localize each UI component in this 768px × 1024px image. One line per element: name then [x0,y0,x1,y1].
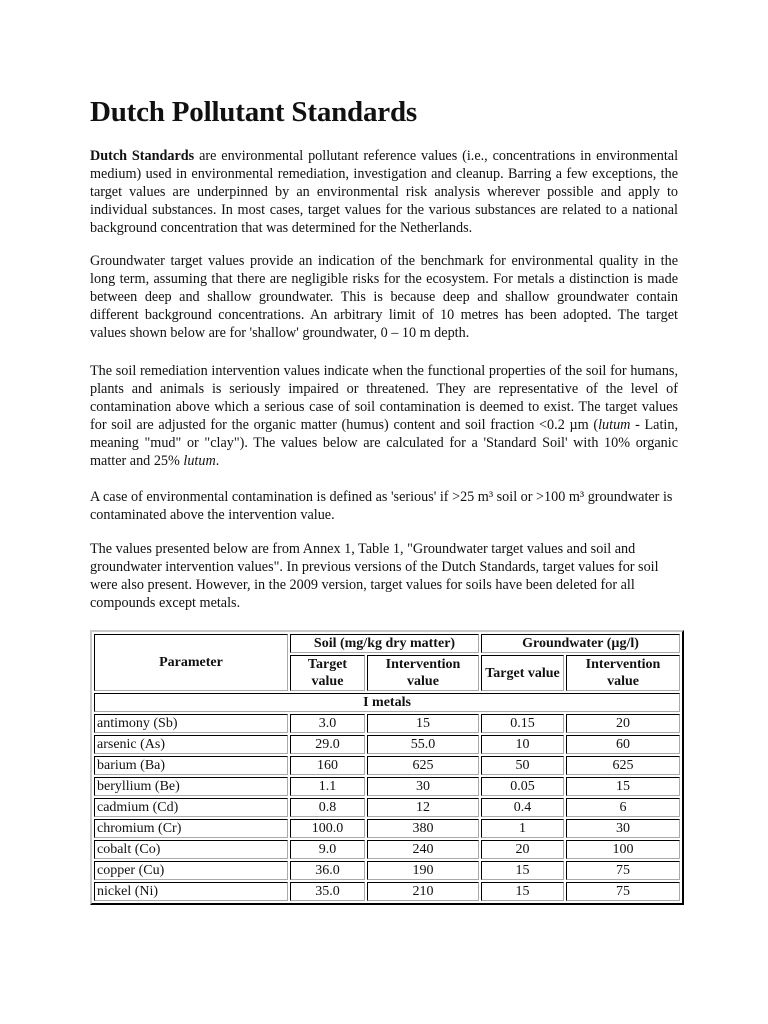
standards-table [90,630,684,905]
annex-paragraph: The values presented below are from Annex 1, Table 1, "Groundwater target values and soil and groundwater intervention values". In previous versions of the Dutch Standards, target values for soil were also present. However, in the 2009 version, target values for soils have been deleted for all compounds except metals. [90,541,659,611]
cell-soil-target: 160 [290,756,365,775]
table-row [94,756,680,775]
cell-parameter: barium (Ba) [94,756,288,775]
table-row [94,861,680,880]
cell-soil-intervention: 210 [367,882,479,901]
cell-parameter: arsenic (As) [94,735,288,754]
header-parameter: Parameter [94,634,288,691]
cell-parameter: antimony (Sb) [94,714,288,733]
header-groundwater-group: Groundwater (µg/l) [481,634,680,653]
page-title: Dutch Pollutant Standards [90,96,417,128]
cell-soil-intervention: 240 [367,840,479,859]
cell-parameter: copper (Cu) [94,861,288,880]
cell-soil-intervention: 55.0 [367,735,479,754]
cell-gw-target: 0.15 [481,714,564,733]
cell-soil-intervention: 190 [367,861,479,880]
cell-soil-intervention: 15 [367,714,479,733]
soil-text-b: - Latin, meaning "mud" or "clay"). The values below are calculated for a 'Standard Soil' with 10% organic matter and 25% [90,417,678,469]
cell-gw-target: 1 [481,819,564,838]
header-gw-intervention: Intervention value [566,655,680,691]
cell-gw-intervention: 30 [566,819,680,838]
cell-soil-target: 1.1 [290,777,365,796]
table-row [94,714,680,733]
intro-paragraph [90,147,678,237]
cell-gw-intervention: 60 [566,735,680,754]
intro-text: are environmental pollutant reference values (i.e., concentrations in environmental medium) used in environmental remediation, investigation and cleanup. Barring a few exceptions, the target values are underpinned by an environmental risk analysis wherever possible and apply to individual substances. In most cases, target values for the various substances are related to a national background concentration that was determined for the Netherlands. [90,148,679,236]
cell-gw-intervention: 15 [566,777,680,796]
soil-text-a: The soil remediation intervention values indicate when the functional properties of the soil for humans, plants and animals is seriously impaired or threatened. They are representative of the level of contamination above which a serious case of soil contamination is deemed to exist. The target values for soil are adjusted for the organic matter (humus) content and soil fraction <0.2 µm ( [90,363,678,433]
cell-gw-target: 0.4 [481,798,564,817]
soil-intervention-paragraph [90,362,678,470]
cell-parameter: cobalt (Co) [94,840,288,859]
table-row [94,777,680,796]
cell-parameter: cadmium (Cd) [94,798,288,817]
cell-soil-target: 9.0 [290,840,365,859]
cell-gw-intervention: 75 [566,861,680,880]
table-row [94,840,680,859]
table-row [94,819,680,838]
cell-parameter: nickel (Ni) [94,882,288,901]
cell-gw-target: 15 [481,882,564,901]
cell-gw-intervention: 625 [566,756,680,775]
header-soil-group: Soil (mg/kg dry matter) [290,634,479,653]
cell-soil-target: 35.0 [290,882,365,901]
cell-gw-target: 20 [481,840,564,859]
cell-soil-intervention: 380 [367,819,479,838]
lutum-term: lutum [598,417,631,433]
cell-soil-intervention: 30 [367,777,479,796]
soil-text-c: . [215,453,220,469]
groundwater-paragraph: Groundwater target values provide an indication of the benchmark for environmental quality in the long term, assuming that there are negligible risks for the ecosystem. For metals a distinction is made between deep and shallow groundwater. This is because deep and shallow groundwater contain different background concentrations. An arbitrary limit of 10 metres has been adopted. The target values shown below are for 'shallow' groundwater, 0 – 10 m depth. [90,253,678,341]
lutum-term: lutum [183,453,216,469]
section-heading-metals: I metals [94,693,680,712]
cell-soil-target: 0.8 [290,798,365,817]
cell-gw-target: 50 [481,756,564,775]
cell-gw-target: 15 [481,861,564,880]
cell-soil-intervention: 625 [367,756,479,775]
header-gw-target: Target value [481,655,564,691]
header-soil-intervention: Intervention value [367,655,479,691]
cell-soil-target: 29.0 [290,735,365,754]
cell-gw-target: 10 [481,735,564,754]
cell-gw-intervention: 100 [566,840,680,859]
serious-case-paragraph: A case of environmental contamination is defined as 'serious' if >25 m³ soil or >100 m³ groundwater is contaminated above the intervention value. [90,489,673,523]
cell-gw-intervention: 6 [566,798,680,817]
cell-soil-target: 3.0 [290,714,365,733]
table-row [94,735,680,754]
cell-soil-target: 100.0 [290,819,365,838]
cell-gw-target: 0.05 [481,777,564,796]
cell-gw-intervention: 75 [566,882,680,901]
header-soil-target: Target value [290,655,365,691]
cell-soil-intervention: 12 [367,798,479,817]
table-row [94,882,680,901]
cell-parameter: beryllium (Be) [94,777,288,796]
table-row [94,798,680,817]
cell-soil-target: 36.0 [290,861,365,880]
cell-gw-intervention: 20 [566,714,680,733]
intro-lead-term: Dutch Standards [90,148,195,164]
cell-parameter: chromium (Cr) [94,819,288,838]
